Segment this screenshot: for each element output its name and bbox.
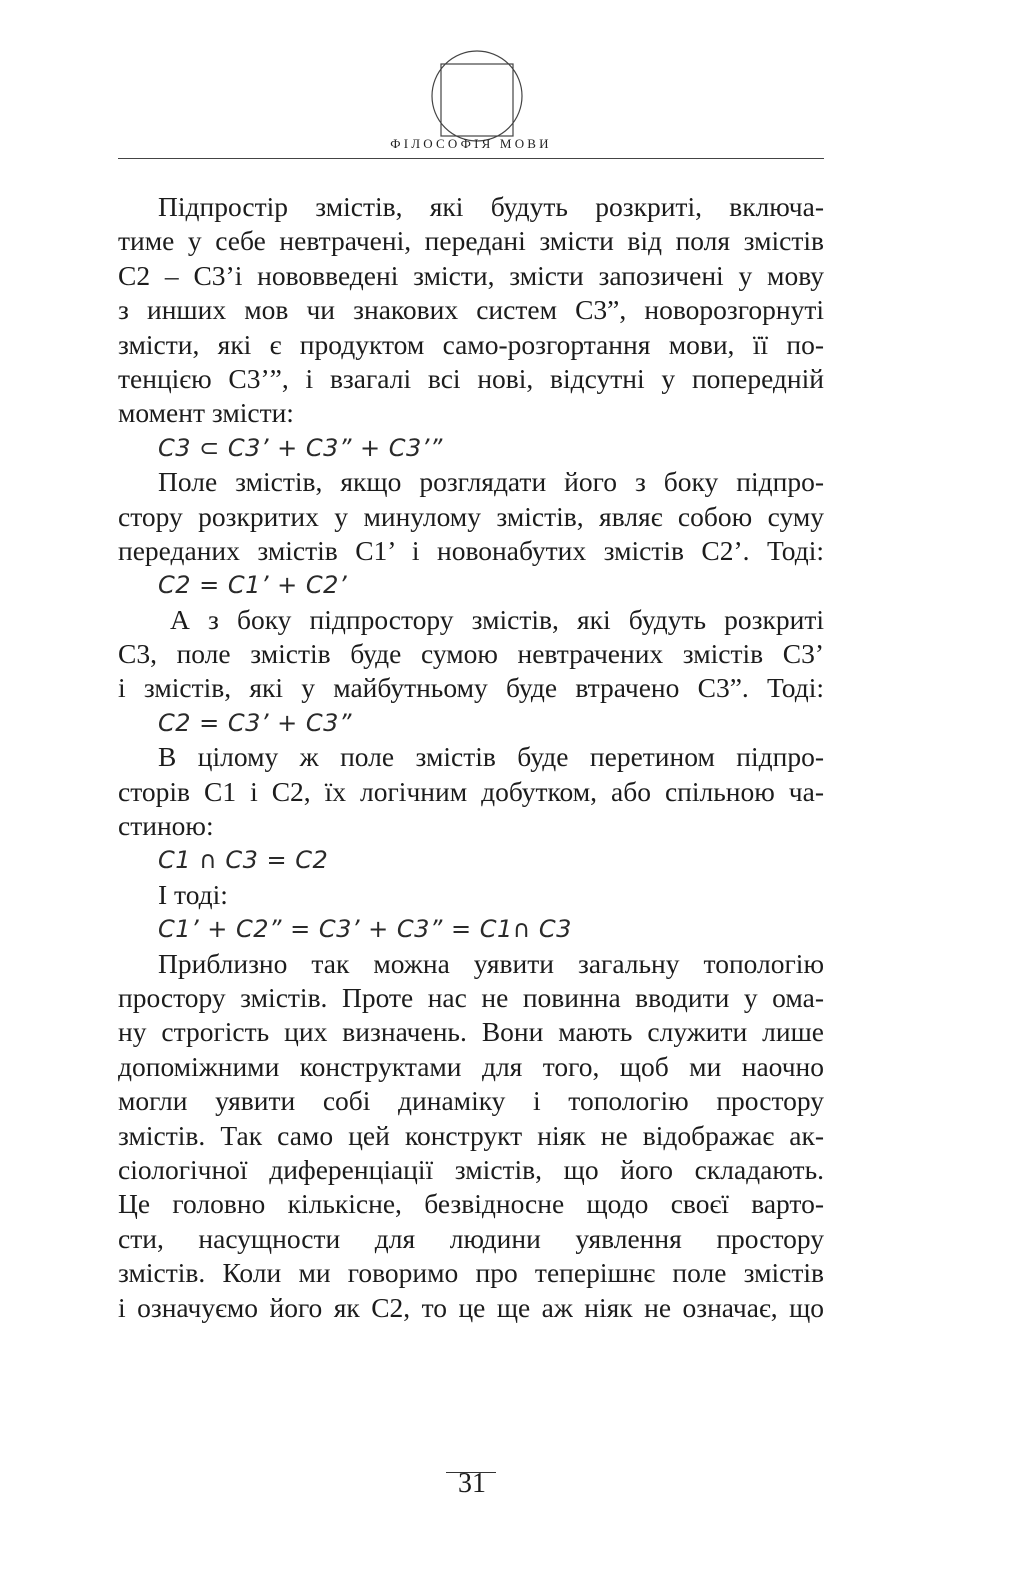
header-divider [118,158,824,159]
text-line: В цілому ж поле змістів буде перетином підпро- [158,741,824,773]
running-head: ФІЛОСОФІЯ МОВИ [390,136,552,151]
text-line: простору змістів. Проте нас не повинна вводити у ома- [118,981,824,1013]
text-line: Це головно кількісне, безвідносне щодо своєї варто- [118,1188,824,1220]
text-line: і змістів, які у майбутньому буде втрачено C3”. Тоді: [118,672,824,704]
text-line: ну строгість цих визначень. Вони мають служити лише [118,1016,824,1048]
text-line: з инших мов чи знакових систем C3”, новорозгорнуті [118,294,824,326]
text-line: Приблизно так можна уявити загальну топологію [158,947,824,979]
text-line: стиною: [118,810,214,842]
text-line: І тоді: [158,878,228,910]
page-number: 31 [458,1468,486,1499]
circle-square-emblem-icon [431,50,523,142]
text-line: переданих змістів C1’ і новонабутих змістів C2’. Тоді: [118,534,824,566]
text-line: сторів C1 і C2, їх логічним добутком, або спільною ча- [118,775,824,807]
text-line: змістів. Так само цей конструкт ніяк не відображає ак- [118,1119,824,1151]
text-line: допоміжними конструктами для того, щоб ми наочно [118,1050,824,1082]
text-line: сіологічної диференціації змістів, що його складають. [118,1153,824,1185]
text-line: стору розкритих у минулому змістів, являє собою суму [118,500,824,532]
body-text [118,190,824,1325]
formula-line: C3 ⊂ C3’ + C3” + C3’” [158,433,443,462]
text-line: А з боку підпростору змістів, які будуть розкриті [170,603,824,635]
text-line: Підпростір змістів, які будуть розкриті, включа- [158,191,824,222]
text-line: могли уявити собі динаміку і топологію простору [118,1085,824,1117]
formula-line: C2 = C1’ + C2’ [158,571,348,600]
formula-line: C1’ + C2” = C3’ + C3” = C1∩ C3 [158,915,572,944]
formula-line: C2 = C3’ + C3” [158,708,352,737]
text-line: змісти, які є продуктом само-розгортання мови, її по- [118,328,824,360]
text-line: змістів. Коли ми говоримо про теперішнє поле змістів [118,1257,824,1289]
text-line: сти, насущности для людини уявлення простору [118,1222,824,1254]
text-line: момент змісти: [118,397,294,429]
text-line: і означуємо його як C2, то це ще аж ніяк не означає, що [118,1291,824,1323]
text-line: C2 – C3’і нововведені змісти, змісти запозичені у мову [118,259,824,291]
text-line: Поле змістів, якщо розглядати його з боку підпро- [158,466,824,498]
text-line: тиме у себе невтрачені, передані змісти від поля змістів [118,225,824,257]
text-line: C3, поле змістів буде сумою невтрачених змістів C3’ [118,638,824,670]
text-line: тенцією C3’”, і взагалі всі нові, відсутні у попередній [118,362,824,394]
formula-line: C1 ∩ C3 = C2 [158,846,329,875]
